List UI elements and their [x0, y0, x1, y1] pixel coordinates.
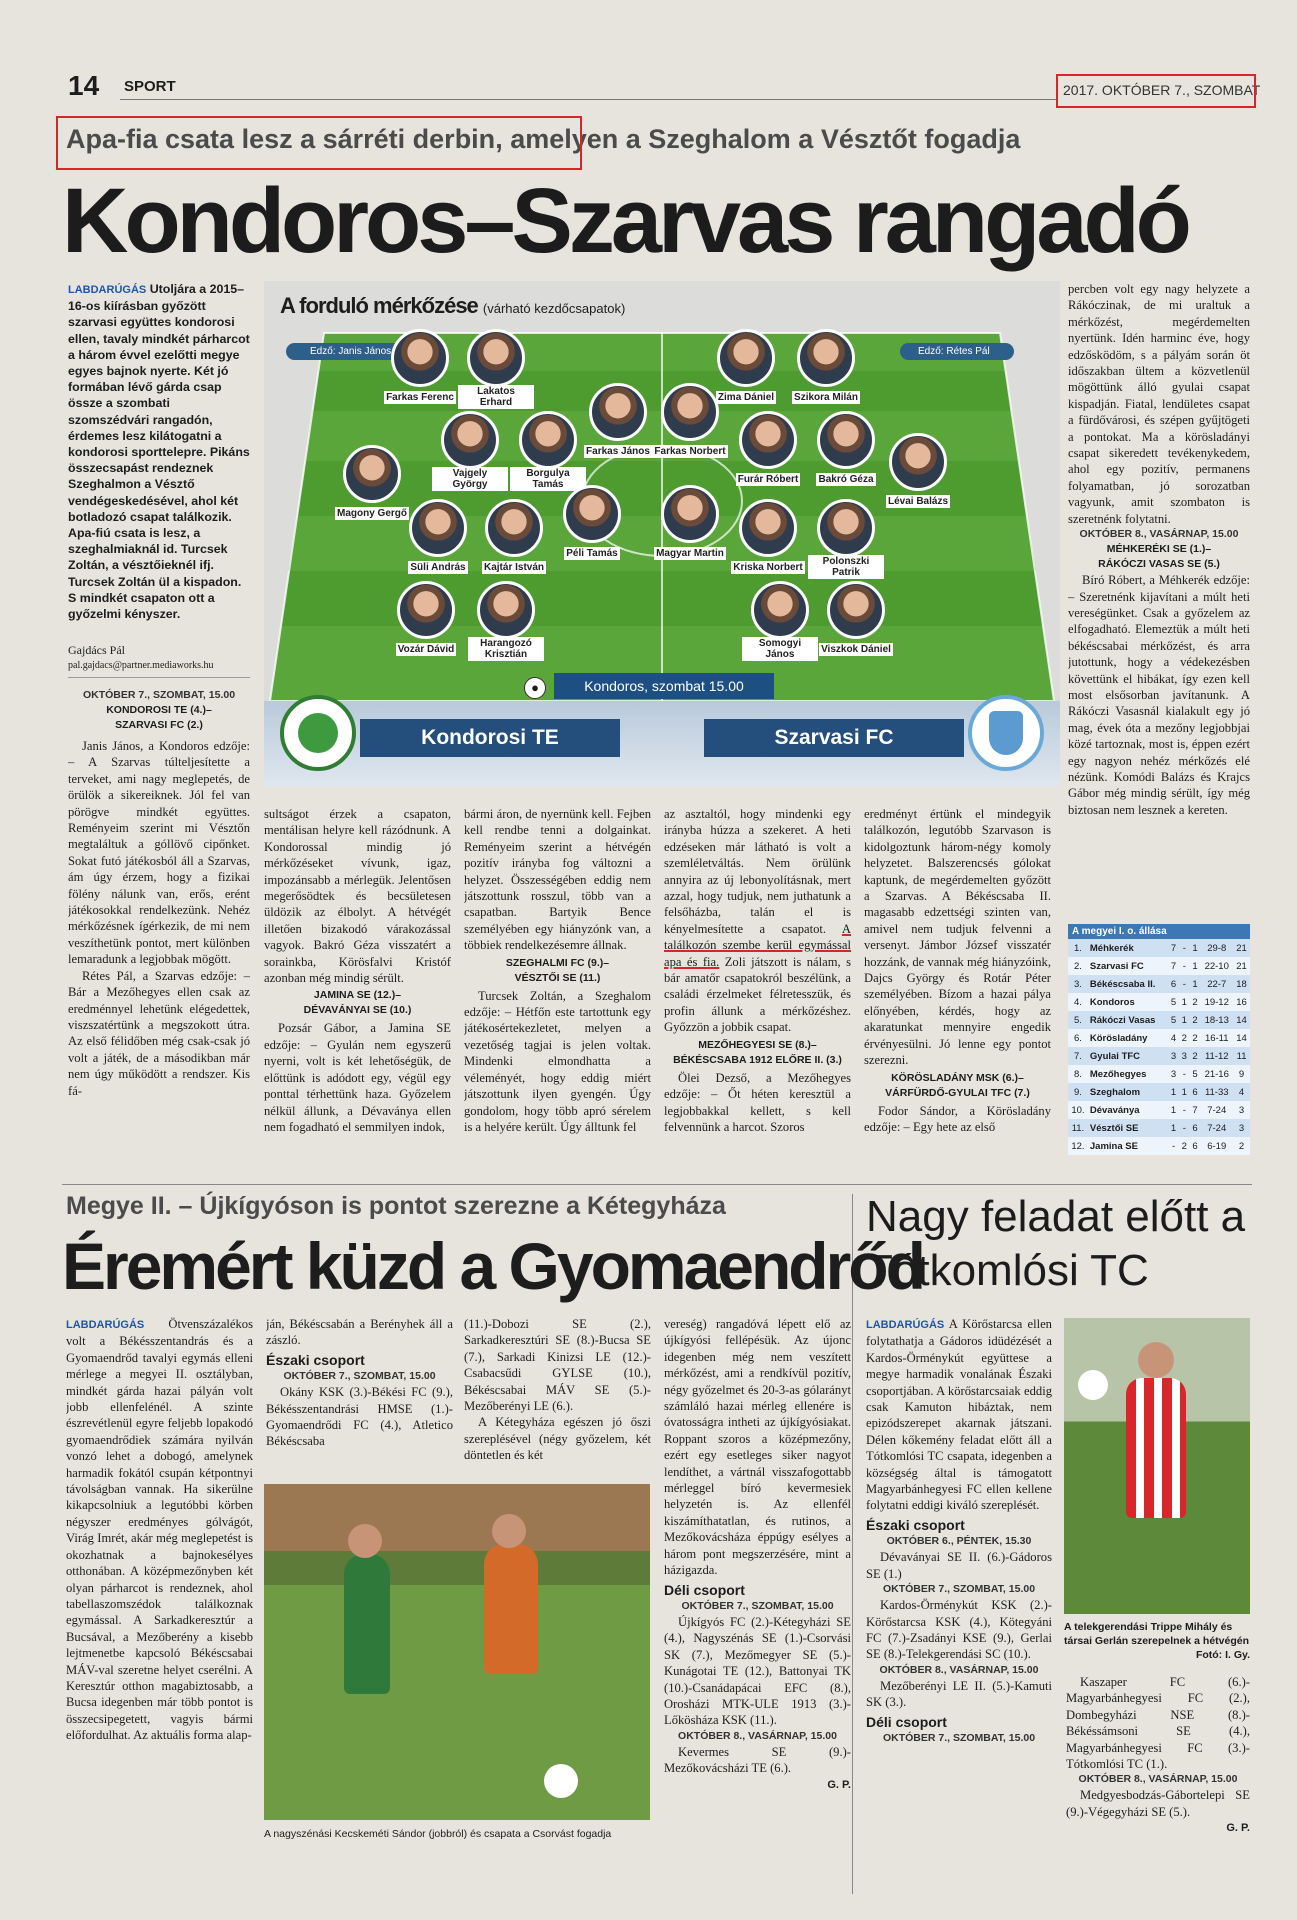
standings-cell: 29-8: [1200, 939, 1233, 957]
standings-cell: 16-11: [1200, 1029, 1233, 1047]
author-rule: [68, 677, 250, 678]
standings-cell: 1: [1179, 1011, 1190, 1029]
szarvasi-crest-icon: [968, 695, 1044, 771]
standings-cell: 6: [1168, 975, 1179, 993]
match-graphic: [264, 281, 1060, 786]
player-card: Vozár Dávid: [388, 581, 464, 657]
standings-row: [1068, 1119, 1250, 1137]
standings-cell: 22-7: [1200, 975, 1233, 993]
standings-row: [1068, 1083, 1250, 1101]
match6-date: OKTÓBER 8., VASÁRNAP, 15.00: [1079, 528, 1239, 541]
player-photo: [441, 411, 499, 469]
coach-left: Edző: Janis János: [286, 343, 409, 360]
standings-cell: 1: [1190, 975, 1201, 993]
standings-cell: 6.: [1068, 1029, 1088, 1047]
match5-teams: KÖRÖSLADÁNY MSK (6.)– VÁRFÜRDŐ-GYULAI TFC (7.): [885, 1071, 1030, 1099]
bl-south-group: Déli csoport: [664, 1581, 745, 1598]
standings-cell: 5.: [1068, 1011, 1088, 1029]
player-photo: [739, 411, 797, 469]
standings-cell: 1: [1168, 1119, 1179, 1137]
standings-cell: 3.: [1068, 975, 1088, 993]
standings-cell: 21: [1233, 939, 1250, 957]
standings-cell: 1: [1168, 1083, 1179, 1101]
standings-row: [1068, 1101, 1250, 1119]
match2-teams: JAMINA SE (12.)– DÉVAVÁNYAI SE (10.): [303, 989, 412, 1017]
player-card: Furár Róbert: [730, 411, 806, 487]
standings-cell: 6: [1190, 1137, 1201, 1155]
page-number: 14: [68, 70, 100, 101]
standings-row: [1068, 1137, 1250, 1155]
match3-teams: SZEGHALMI FC (9.)– VÉSZTŐI SE (11.): [505, 956, 610, 984]
standings-row: [1068, 1011, 1250, 1029]
player-photo: [397, 581, 455, 639]
player-card: Kajtár István: [476, 499, 552, 575]
player-photo: [817, 411, 875, 469]
standings-cell: 7: [1168, 957, 1179, 975]
standings-cell: -: [1179, 939, 1190, 957]
player-card: Magony Gergő: [334, 445, 410, 521]
team-name: Rákóczi Vasas: [1088, 1011, 1168, 1029]
player-photo: [661, 383, 719, 441]
standings-cell: 12.: [1068, 1137, 1088, 1155]
standings-cell: -: [1168, 1137, 1179, 1155]
right-headline: Nagy feladat előtt a Tótkomlósi TC: [866, 1192, 1246, 1295]
player-photo: [519, 411, 577, 469]
standings-cell: 3: [1168, 1047, 1179, 1065]
team-right-name: Szarvasi FC: [704, 719, 964, 757]
issue-date: 2017. OKTÓBER 7., SZOMBAT: [1063, 82, 1261, 98]
player-card: Borgulya Tamás: [510, 411, 586, 492]
standings-cell: 11.: [1068, 1119, 1088, 1137]
standings-cell: 2: [1190, 1029, 1201, 1047]
standings-cell: 18-13: [1200, 1011, 1233, 1029]
team-name: Vésztői SE: [1088, 1119, 1168, 1137]
col1-body: Janis János, a Kondoros edzője: – A Szarvas túlteljesítette a terveket, ami nagy meglepetés, de örülök a sikereiknek. Jól fel van pörögve mindkét együttes. Reményeim szerint mi Vésztőn megtaláltuk a góllövő cipőnket. Sokat futó játékosból áll a Szarvas, ám úgy érzem, hogy a fizikai fölény nálunk van, erős, erént játékosokkal rendelkezünk. Nehéz mérkőzésnek ígérkezik, de mi nem veszíthetünk pontot, mert különben lemaradunk a legjobbak mögött. Rétes Pál, a Szarvas edzője: – Bár a Mezőhegyes ellen csak az eredménnyel lehetünk elégedettek, viszszatértünk a megszokott útra. Az első félidőben még csak-csak jó volt a játék, de a másodikban már nem úgy működött a rendszer. Kis fá-: [68, 739, 250, 1098]
br-south-group: Déli csoport: [866, 1713, 947, 1730]
player-card: Vajgely György: [432, 411, 508, 492]
underlined-quote: A találkozón szembe kerül egymással apa és fia.: [664, 921, 851, 969]
standings-cell: 4: [1233, 1083, 1250, 1101]
standings-cell: 2: [1233, 1137, 1250, 1155]
standings-row: [1068, 1065, 1250, 1083]
standings-row: [1068, 1029, 1250, 1047]
standings-cell: 3: [1179, 1047, 1190, 1065]
top-headline: Kondoros–Szarvas rangadó: [62, 170, 1188, 272]
player-card: Magyar Martin: [652, 485, 728, 561]
match4-teams: MEZŐHEGYESI SE (8.)– BÉKÉSCSABA 1912 ELŐRE II. (3.): [673, 1038, 842, 1066]
player-photo: [661, 485, 719, 543]
team-name: Szeghalom: [1088, 1083, 1168, 1101]
standings-row: [1068, 993, 1250, 1011]
standings-cell: 21-16: [1200, 1065, 1233, 1083]
player-photo: [751, 581, 809, 639]
bl-col2: ján, Békéscsabán a Berényhek áll a zászló. Északi csoport OKTÓBER 7., SZOMBAT, 15.00 Okány KSK (3.)-Békési FC (9.), Békésszentandrási HMSE (1.)-Gyomaendrődi FC (4.), Atletico Békéscsaba: [266, 1317, 453, 1449]
player-photo: [717, 329, 775, 387]
standings-cell: 2: [1179, 1137, 1190, 1155]
standings-cell: 4: [1168, 1029, 1179, 1047]
col5-body: eredményt értünk el mindegyik találkozón, legutóbb Szarvason is kidolgoztunk három-négy komoly helyzetet. Balszerencsés gólokat kaptunk, de megérdemelten győzött a Szarvas. A Békéscsaba II. magasabb edzettségi szinten van, amivel nem tudjuk felvenni a versenyt. Jámbor József visszatér hozzánk, de vannak még hiányzóink, Dajcs György és Rotár Péter személyében. Bízom a hazai pálya előnyében, kérdés, hogy az akaratunkat mennyire engedik érvényesülni. Jó lenne egy pontot szerezni. KÖRÖSLADÁNY MSK (6.)– VÁRFÜRDŐ-GYULAI TFC (7.) Fodor Sándor, a Körösladány edzője: – Egy hete az első: [864, 807, 1051, 1134]
kicker-highlighted: Apa-fia csata lesz a sárréti derbin: [66, 124, 496, 154]
standings-cell: 7: [1168, 939, 1179, 957]
standings-cell: -: [1179, 1065, 1190, 1083]
player-photo: [889, 433, 947, 491]
player-photo: [409, 499, 467, 557]
standings-cell: 8.: [1068, 1065, 1088, 1083]
standings-cell: 18: [1233, 975, 1250, 993]
col3-body: bármi áron, de nyernünk kell. Fejben kell rendbe tenni a dolgainkat. Reményeim szerint a hétvégén pozitív irányba fog változni a helyzet. Összességében eddig nem játszottunk rosszul, több van a csapatban. Bartyik Bence személyében egy hiányzónk van, a többiek rendelkezésemre állnak. SZEGHALMI FC (9.)– VÉSZTŐI SE (11.) Turcsek Zoltán, a Szeghalom edzője: – Hétfőn este tartottunk egy játékosértekezletet, melyen a vezetőség tagjai is jelen voltak. Mindenki elmondhatta a véleményét, hogy eddig miért játszottunk ilyen gyengén. Úgy gondolom, hogy több apró sérelem is a helyére került. Úgy álltunk fel: [464, 807, 651, 1134]
standings-cell: 14: [1233, 1029, 1250, 1047]
player-card: Farkas János: [580, 383, 656, 459]
match6-teams: MÉHKERÉKI SE (1.)– RÁKÓCZI VASAS SE (5.): [1098, 543, 1220, 571]
standings-cell: 11-33: [1200, 1083, 1233, 1101]
match-photo-caption: A nagyszénási Kecskeméti Sándor (jobbról) és csapata a Csorvást fogadja: [264, 1828, 612, 1840]
standings-grid: [1068, 939, 1250, 1155]
standings-row: [1068, 975, 1250, 993]
standings-cell: 9.: [1068, 1083, 1088, 1101]
kondorosi-crest-icon: [280, 695, 356, 771]
standings-cell: 14: [1233, 1011, 1250, 1029]
standings-cell: 1: [1190, 939, 1201, 957]
player-photo: [589, 383, 647, 441]
ball-icon: ●: [524, 677, 546, 699]
standings-title: A megyei I. o. állása: [1068, 924, 1250, 939]
standings-cell: 5: [1190, 1065, 1201, 1083]
player-photo: [827, 581, 885, 639]
standings-cell: 1: [1168, 1101, 1179, 1119]
bl-col1: LABDARÚGÁS Ötvenszázalékos volt a Békésszentandrás és a Gyomaendrőd tavalyi egymás elleni mérlege a megyei II. osztályban, mindkét gárda hazai pályán volt jobb ellenfelénél. A szinte észrevétlenül egyre feljebb lopakodó gyomaendrődiek számára nyilván vonzó lehet a dobogó, amelynek harmadik fokától csupán kétpontnyi távolságban vannak. Ha sikerülne kikapcsolniuk a legutóbbi körben négyszer eredményes gólvágót, Virág Imrét, akár még meglepetést is okozhatnak a bajnokesélyes otthonában. A középmezőnyben két olyan párharcot is rendeznek, ahol tabellaszomszédok találkoznak egymással. A Sarkadkeresztúr a Bucsával, a Mezőberény a kisebb lejtmenetbe kapcsoló Békéscsabai MÁV-val szeretne helyet cserélni. A Keresztúr otthon magabiztosabb, a Bucsa idegenben már több pontot is összecsipegetett, vagyis bármi előfordulhat. Az aktuális forma alap-: [66, 1317, 253, 1743]
match1-teams: KONDOROSI TE (4.)– SZARVASI FC (2.): [106, 704, 212, 731]
player-card: Bakró Géza: [808, 411, 884, 487]
player-card: Farkas Norbert: [652, 383, 728, 459]
team-left-name: Kondorosi TE: [360, 719, 620, 757]
br-col2: Kaszaper FC (6.)-Magyarbánhegyesi FC (2.), Dombegyházi NSE (8.)-Békéssámsoni SE (4.), Magyarbánhegyesi FC (3.)-Tótkomlósi TC (1.). OKTÓBER 8., VASÁRNAP, 15.00 Medgyesbodzás-Gábortelepi SE (9.)-Végegyházi SE (5.). G. P.: [1066, 1675, 1250, 1835]
player-photo: [563, 485, 621, 543]
photo-credit: Fotó: I. Gy.: [1195, 1649, 1250, 1661]
author-email: pal.gajdacs@partner.mediaworks.hu: [68, 660, 214, 671]
col4-body: az asztaltól, hogy mindenki egy irányba húzza a szekeret. A heti edzéseken már látható is volt a szemléletváltás. Nem örülünk annyira az új lebonyolításnak, mert azzal, hogy tudjuk, nem juthatunk a felsőházba, talán el is kényelmesítette a csapatot. A találkozón szembe kerül egymással apa és fia. Zoli játszott is nálam, s bár amatőr csapatokról beszélünk, a családi érzelmeket félretesszük, és profin állunk a mérkőzéshez. Győzzön a jobbik csapat. MEZŐHEGYESI SE (8.)– BÉKÉSCSABA 1912 ELŐRE II. (3.) Ölei Dezső, a Mezőhegyes edzője: – Őt héten keresztül a legjobbakkal kellett, s kell felvennünk a harcot. Szoros: [664, 807, 851, 1134]
team-name: Méhkerék: [1088, 939, 1168, 957]
standings-cell: 2.: [1068, 957, 1088, 975]
player-photo: [391, 329, 449, 387]
player-card: Harangozó Krisztián: [468, 581, 544, 662]
standings-cell: 11: [1233, 1047, 1250, 1065]
player-card: Viszkok Dániel: [818, 581, 894, 657]
player-photo: [343, 445, 401, 503]
top-lead: [68, 281, 250, 622]
standings-table: [1068, 924, 1250, 1155]
player-card: Lakatos Erhard: [458, 329, 534, 410]
bottom-headline: Éremért küzd a Gyomaendrőd: [62, 1229, 923, 1303]
standings-cell: 6: [1190, 1119, 1201, 1137]
standings-cell: 3: [1233, 1101, 1250, 1119]
player-photo: [467, 329, 525, 387]
standings-cell: 16: [1233, 993, 1250, 1011]
lead-text: Utoljára a 2015–16-os kiírásban győzött szarvasi együttes kondorosi ellen, tavaly mindkét párharcot a három évvel ezelőtti megye egyes bajnok nyerte. Két jó formában lévő gárda csap össze a szombati szomszédvári rangadón, érdemes lesz kilátogatni a kondorosi sporttelepre. Pikáns összecsapást rendeznek Szeghalmon a Vésztő vendégeskedésével, ahol két botladozó csapat találkozik. Apa-fiú csata is lesz, a szeghalmiaknál id. Turcsek Zoltán, a vésztőieknél ifj. Turcsek Zoltán ül a kispadon. S mindkét csapaton ott a győzelmi kényszer.: [68, 282, 250, 622]
player-card: Zima Dániel: [708, 329, 784, 405]
standings-cell: 2: [1190, 1047, 1201, 1065]
standings-cell: 22-10: [1200, 957, 1233, 975]
standings-cell: 7: [1190, 1101, 1201, 1119]
section-rule: [62, 1184, 1252, 1185]
standings-cell: 9: [1233, 1065, 1250, 1083]
standings-cell: 6-19: [1200, 1137, 1233, 1155]
bl-col3: (11.)-Dobozi SE (2.), Sarkadkeresztúri SE (8.)-Bucsa SE (7.), Sarkadi Kinizsi LE (12.)-Csabacsűdi GYLSE (10.), Békéscsabai MÁV SE (5.)-Mezőberényi LE (6.). A Kétegyháza egészen jó őszi szereplésével (négy győzelem, két döntetlen és két: [464, 1317, 651, 1463]
player-card: Somogyi János: [742, 581, 818, 662]
standings-cell: 3: [1233, 1119, 1250, 1137]
standings-cell: 1: [1179, 1083, 1190, 1101]
col2-body: sultságot érzek a csapaton, mentálisan helyre kell rázódnunk. A Kondorossal mindig jó mérkőzéseket vívunk, igaz, impozánsabb a mérlegük. Jelentősen megerősödtek és becsületesen üldözik az élbolyt. A hétvégét illetően bizakodó várakozással vagyok. Bakró Géza visszatért a sorainkba, Körösfalvi Kristóf azonban még mindig sérült. JAMINA SE (12.)– DÉVAVÁNYAI SE (10.) Pozsár Gábor, a Jamina SE edzője: – Gyulán nem egyszerű nyerni, volt is két lehetőségük, de előttünk is adódott egy, végül egy ponttal térhettünk haza. Győzelem nélkül állunk, a Dévaványa ellen nem fogadható el semmilyen indok,: [264, 807, 451, 1134]
standings-cell: 5: [1168, 993, 1179, 1011]
standings-row: [1068, 957, 1250, 975]
standings-cell: 1.: [1068, 939, 1088, 957]
author-name: Gajdács Pál: [68, 643, 125, 657]
team-name: Mezőhegyes: [1088, 1065, 1168, 1083]
team-name: Kondoros: [1088, 993, 1168, 1011]
player-photo: [485, 499, 543, 557]
player-card: Polonszki Patrik: [808, 499, 884, 580]
col6-body: percben volt egy nagy helyzete a Rákóczinak, de mi uraltuk a mérkőzést, megérdemelten nyertünk. Idén harminc éve, hogy edzősködöm, s a pályám során öt időszakban ültem a közvetlenül mögöttünk álló gyulai csapat kispadján. Fiatal, lendületes csapat a fürdővárosi, és szépen gyűjtögeti a pontokat. Ma a körösladányi csapat sikeredett tevékenykedem, ahol egy pozitív, permanens folyamatban, jó sorozatban vagyunk, amit szombaton is szeretnénk folytatni. OKTÓBER 8., VASÁRNAP, 15.00 MÉHKERÉKI SE (1.)– RÁKÓCZI VASAS SE (5.) Bíró Róbert, a Méhkerék edzője: – Szeretnénk kijavítani a múlt heti vereségünket. Csak a győzelem az elfogadható. Elemeztük a múlt heti békéscsabai mérkőzést, és arra jutottunk, hogy a védekezésben követtünk el hibákat, így ezen kell most elsősorban javítanunk. A Rákóczi Vasasnál kialakult egy jó mag, évek óta a mezőny legjobbjai közé tartoznak, most is, éppen ezért egy nagyon nehéz mérkőzés elé nézünk. Komódi Balázs és Krajcs Gábor még mindig sérült, így még biztosan nem lesznek a kereten.: [1068, 282, 1250, 817]
standings-cell: -: [1179, 1119, 1190, 1137]
standings-cell: 10.: [1068, 1101, 1088, 1119]
standings-cell: -: [1179, 1101, 1190, 1119]
player-card: Farkas Ferenc: [382, 329, 458, 405]
team-name: Szarvasi FC: [1088, 957, 1168, 975]
standings-cell: 4.: [1068, 993, 1088, 1011]
player-photo: [739, 499, 797, 557]
standings-cell: 1: [1179, 993, 1190, 1011]
standings-row: [1068, 939, 1250, 957]
player-photo-caption: A telekgerendási Trippe Mihály és társai Gerlán szerepelnek a hétvégén Fotó: I. Gy.: [1064, 1621, 1250, 1661]
standings-cell: 2: [1190, 1011, 1201, 1029]
lead-tag: LABDARÚGÁS: [68, 284, 147, 296]
graphic-title: A forduló mérkőzése (várható kezdőcsapatok): [280, 293, 626, 318]
br-col1: LABDARÚGÁS A Körőstarcsa ellen folytathatja a Gádoros idüdézését a Kardos-Örménykút együttese a megye harmadik vonalának Északi csoportjában. A körőstarcsaiak eddig csak Kamuton hibáztak, nem epizódszerepet akarnak játszani. Délen kőkemény feladat előtt áll a Tótkomlósi TC csapata, idegenben a községség által is támogatott Magyarbánhegyesi FC ellen kellene folytatni eddigi kiváló szereplését. Északi csoport OKTÓBER 6., PÉNTEK, 15.30 Dévaványai SE II. (6.)-Gádoros SE (1.) OKTÓBER 7., SZOMBAT, 15.00 Kardos-Örménykút KSK (2.)-Körőstarcsa KSK (4.), Kötegyáni FC (7.)-Zsadányi KSE (9.), Gerlai SE (8.)-Telekgerendási SC (10.). OKTÓBER 8., VASÁRNAP, 15.00 Mezőberényi LE II. (5.)-Kamuti SK (3.). Déli csoport OKTÓBER 7., SZOMBAT, 15.00: [866, 1317, 1052, 1744]
standings-cell: 1: [1190, 957, 1201, 975]
standings-cell: 5: [1168, 1011, 1179, 1029]
section-label: SPORT: [124, 78, 176, 95]
player-photo: [477, 581, 535, 639]
standings-cell: 2: [1190, 993, 1201, 1011]
bottom-kicker: Megye II. – Újkígyóson is pontot szerezne a Kétegyháza: [66, 1192, 726, 1220]
standings-cell: -: [1179, 975, 1190, 993]
bl-north-group: Északi csoport: [266, 1351, 365, 1368]
standings-cell: 6: [1190, 1083, 1201, 1101]
player-photo: [817, 499, 875, 557]
standings-cell: -: [1179, 957, 1190, 975]
match-photo: [264, 1484, 650, 1820]
standings-cell: 11-12: [1200, 1047, 1233, 1065]
player-card: Süli András: [400, 499, 476, 575]
standings-cell: 7-24: [1200, 1119, 1233, 1137]
standings-cell: 21: [1233, 957, 1250, 975]
team-name: Békéscsaba II.: [1088, 975, 1168, 993]
match1-date: OKTÓBER 7., SZOMBAT, 15.00: [82, 689, 236, 701]
kicker-rest: , amelyen a Szeghalom a Vésztőt fogadja: [495, 124, 1021, 154]
kicker-highlight-box: [56, 116, 582, 170]
standings-cell: 2: [1179, 1029, 1190, 1047]
date-highlight: [1056, 74, 1256, 108]
player-photo: [1064, 1318, 1250, 1614]
player-photo: [797, 329, 855, 387]
team-name: Dévaványa: [1088, 1101, 1168, 1119]
header-rule: [120, 99, 1058, 100]
standings-cell: 19-12: [1200, 993, 1233, 1011]
team-name: Körösladány: [1088, 1029, 1168, 1047]
player-card: Péli Tamás: [554, 485, 630, 561]
standings-cell: 7.: [1068, 1047, 1088, 1065]
team-name: Gyulai TFC: [1088, 1047, 1168, 1065]
player-card: Kriska Norbert: [730, 499, 806, 575]
coach-right: Edző: Rétes Pál: [900, 343, 1014, 360]
standings-cell: 3: [1168, 1065, 1179, 1083]
player-card: Szikora Milán: [788, 329, 864, 405]
team-name: Jamina SE: [1088, 1137, 1168, 1155]
standings-cell: 7-24: [1200, 1101, 1233, 1119]
br-north-group: Északi csoport: [866, 1516, 965, 1533]
player-card: Lévai Balázs: [880, 433, 956, 509]
kickoff-info: Kondoros, szombat 15.00: [554, 673, 774, 699]
bl-col4: vereség) rangadóvá lépett elő az újkígyósi fellépésük. Az újonc idegenben még nem veszített mérkőzést, ami a rendkívül pozitív, négy győzelmet és 20-3-as gólarányt számláló hazai mérleg ellenére is óvatosságra intheti az újkígyósiakat. Roppant szoros a középmezőny, ezért egy esetleges siker nagyot lendíthet, a vártnál visszafogottabb mérleggel bíró kevermesiek helyzetén is. Az ellenfél kiszámíthatatlan, és rutinos, a Mezőkovácsháza éppúgy esélyes a három pont megszerzésére, mint a házigazda. Déli csoport OKTÓBER 7., SZOMBAT, 15.00 Újkígyós FC (2.)-Kétegyházi SE (4.), Nagyszénás SE (1.)-Csorvási SK (7.), Mezőmegyer SE (5.)-Kunágotai TE (12.), Battonyai TK (10.)-Csanádapácai EFC (8.), Orosházi MTK-ULE 1913 (3.)-Lőkösháza KSK (11.). OKTÓBER 8., VASÁRNAP, 15.00 Kevermes SE (9.)-Mezőkovácsházi TE (6.). G. P.: [664, 1317, 851, 1791]
standings-row: [1068, 1047, 1250, 1065]
